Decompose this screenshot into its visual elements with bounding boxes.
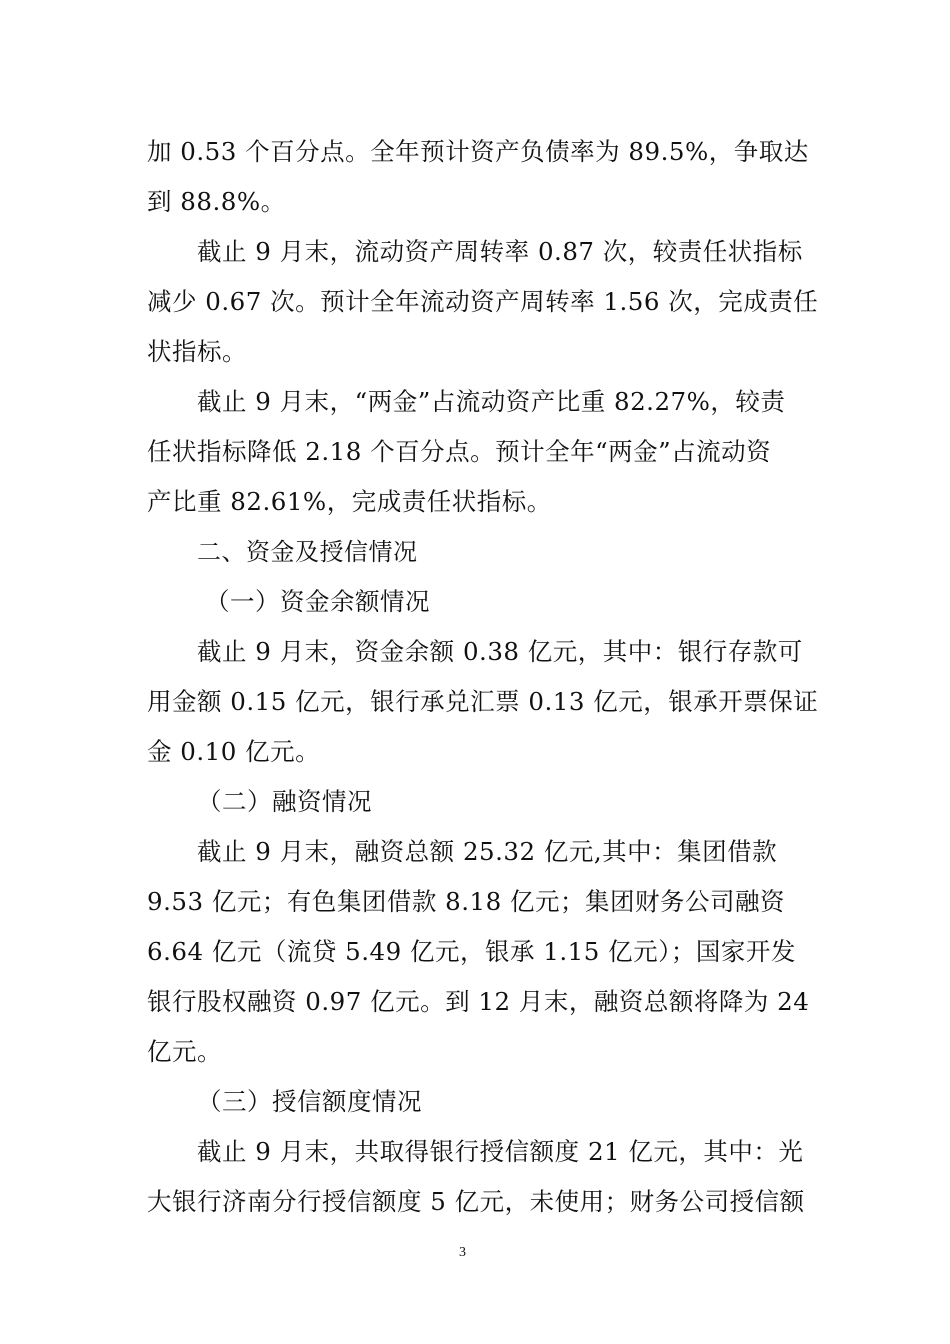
paragraph-line: 亿元。 [147,1037,222,1066]
paragraph-line: 任状指标降低 2.18 个百分点。预计全年“两金”占流动资 [147,437,772,466]
paragraph-line: 状指标。 [147,337,247,366]
subsection-heading: （三）授信额度情况 [197,1087,422,1116]
paragraph-line: 9.53 亿元；有色集团借款 8.18 亿元；集团财务公司融资 [147,887,785,916]
paragraph-line: 到 88.8%。 [147,187,286,216]
paragraph-line: 金 0.10 亿元。 [147,737,321,766]
paragraph-line: 加 0.53 个百分点。全年预计资产负债率为 89.5%，争取达 [147,137,809,166]
section-heading: 二、资金及授信情况 [197,538,418,566]
paragraph-line: 截止 9 月末，“两金”占流动资产比重 82.27%，较责 [197,387,786,416]
paragraph-line: 产比重 82.61%，完成责任状指标。 [147,487,552,516]
paragraph-line: 用金额 0.15 亿元，银行承兑汇票 0.13 亿元，银承开票保证 [147,687,819,716]
paragraph-line: 截止 9 月末，共取得银行授信额度 21 亿元，其中：光 [197,1137,804,1166]
paragraph-line: 减少 0.67 次。预计全年流动资产周转率 1.56 次，完成责任 [147,287,819,316]
paragraph-line: 截止 9 月末，融资总额 25.32 亿元,其中：集团借款 [197,837,778,866]
page-number: 3 [459,1245,466,1260]
subsection-heading: （一）资金余额情况 [205,587,430,616]
paragraph-line: 6.64 亿元（流贷 5.49 亿元，银承 1.15 亿元）；国家开发 [147,937,796,966]
subsection-heading: （二）融资情况 [197,787,372,816]
paragraph-line: 银行股权融资 0.97 亿元。到 12 月末，融资总额将降为 24 [147,987,810,1016]
paragraph-line: 截止 9 月末，资金余额 0.38 亿元，其中：银行存款可 [197,637,803,666]
paragraph-line: 大银行济南分行授信额度 5 亿元，未使用；财务公司授信额 [147,1187,805,1216]
paragraph-line: 截止 9 月末，流动资产周转率 0.87 次，较责任状指标 [197,237,803,266]
